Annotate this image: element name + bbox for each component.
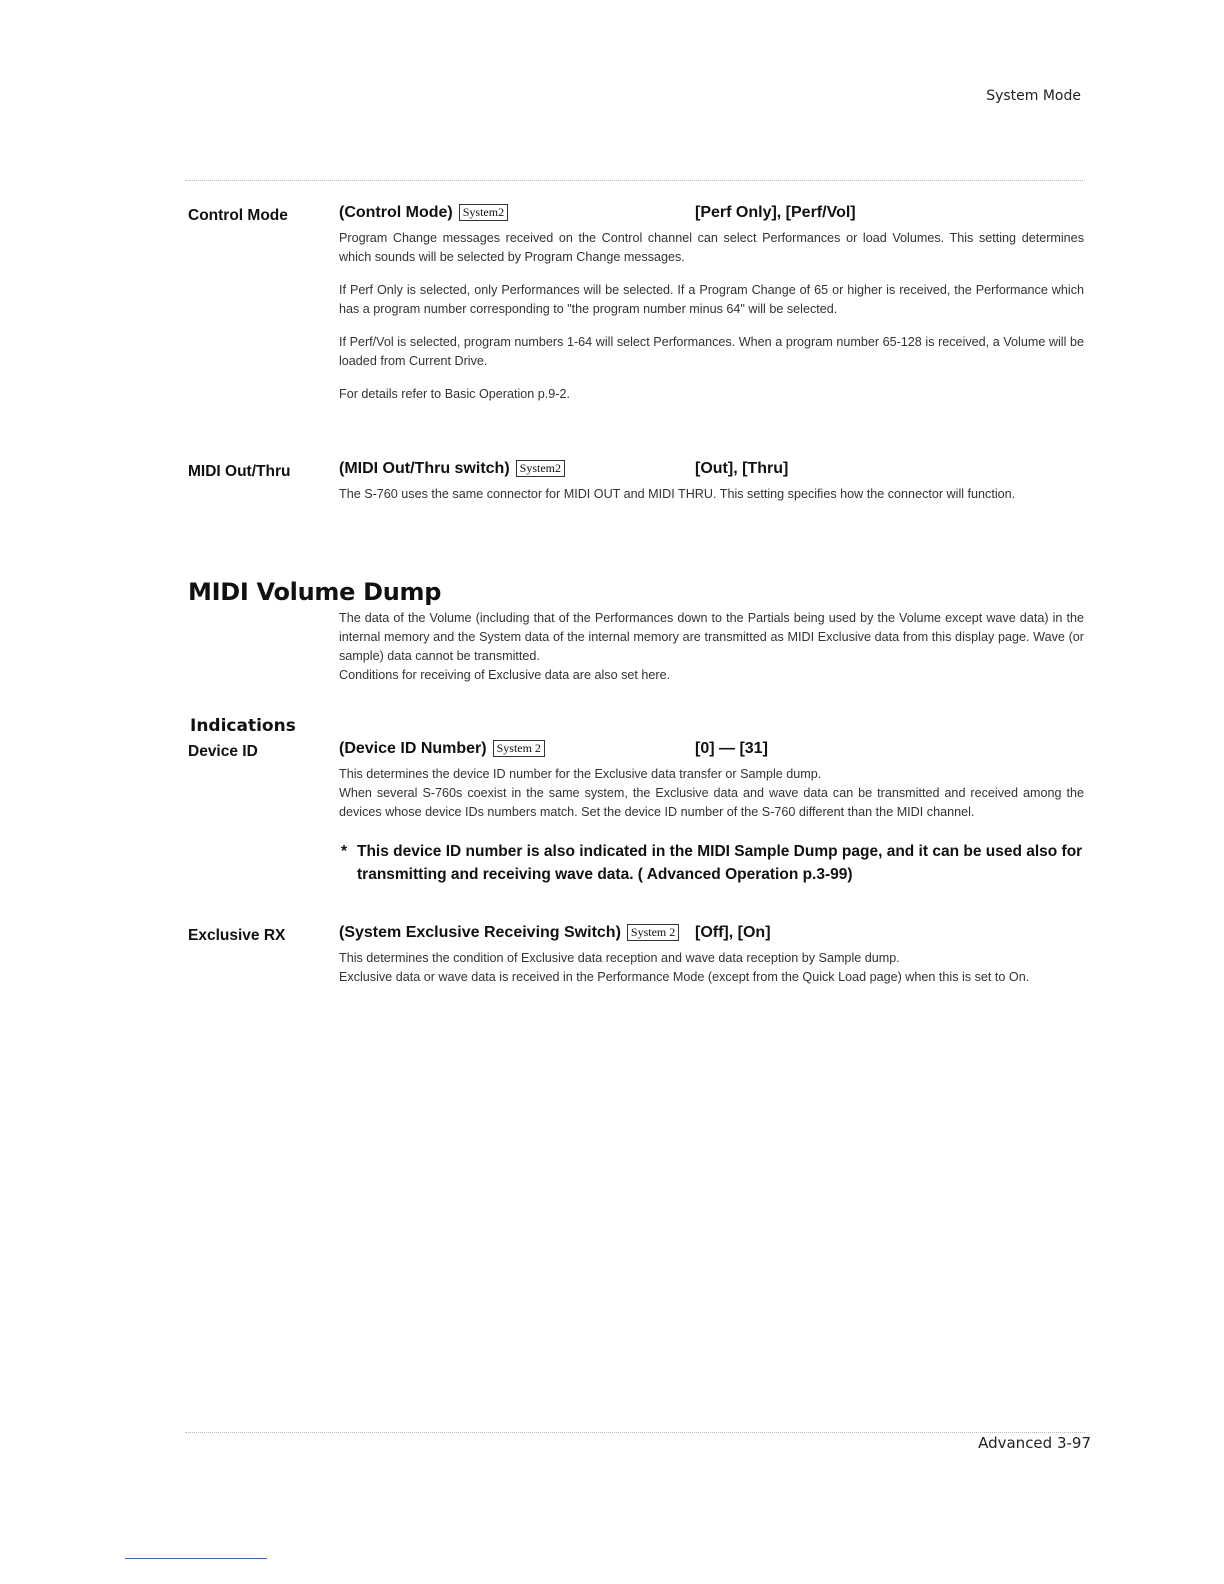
bottom-edge-line <box>125 1558 267 1559</box>
midi-out-thru-label: MIDI Out/Thru <box>188 463 291 480</box>
exclusive-rx-paragraph: This determines the condition of Exclusive data reception and wave data reception by Sample dump. <box>339 951 900 965</box>
control-mode-paragraph: If Perf/Vol is selected, program numbers 1-64 will select Performances. When a program number 65-128 is received, a Volume will be loaded from Current Drive. <box>339 335 1084 368</box>
device-id-values: [0] — [31] <box>695 740 768 757</box>
exclusive-rx-block <box>339 924 1084 987</box>
exclusive-rx-label: Exclusive RX <box>188 927 286 944</box>
midi-out-thru-block <box>339 460 1084 504</box>
device-id-note <box>339 840 1084 886</box>
control-mode-label: Control Mode <box>188 207 288 224</box>
device-id-paragraph: When several S-760s coexist in the same system, the Exclusive data and wave data can be transmitted and received among the devices whose device IDs numbers match. Set the device ID number of the S-760 different than the MIDI channel. <box>339 786 1084 819</box>
footer-rule <box>185 1432 1085 1433</box>
exclusive-rx-values: [Off], [On] <box>695 924 771 941</box>
running-header: System Mode <box>986 88 1081 104</box>
indications-heading: Indications <box>190 716 296 736</box>
control-mode-block <box>339 204 1084 404</box>
device-id-paragraph: This determines the device ID number for the Exclusive data transfer or Sample dump. <box>339 767 822 781</box>
device-id-title: (Device ID Number) <box>339 740 487 757</box>
section-intro-paragraph: Conditions for receiving of Exclusive data are also set here. <box>339 668 671 682</box>
exclusive-rx-heading <box>339 924 1084 946</box>
device-id-label: Device ID <box>188 743 258 760</box>
control-mode-heading <box>339 204 1084 226</box>
midi-out-thru-paragraph: The S-760 uses the same connector for MIDI OUT and MIDI THRU. This setting specifies how the connector will function. <box>339 487 1016 501</box>
note-asterisk: * <box>341 843 348 860</box>
section-intro-paragraph: The data of the Volume (including that of the Performances down to the Partials being used by the Volume except wave data) in the internal memory and the System data of the internal memory are transmitted as MIDI Exclusive data from this display page. Wave (or sample) data cannot be transmitted. <box>339 611 1084 663</box>
midi-out-thru-title: (MIDI Out/Thru switch) <box>339 460 510 477</box>
header-rule <box>185 180 1085 181</box>
device-id-note-text: This device ID number is also indicated in the MIDI Sample Dump page, and it can be used also for transmitting and receiving wave data. ( Advanced Operation p.3-99) <box>357 843 1083 883</box>
control-mode-paragraph: If Perf Only is selected, only Performances will be selected. If a Program Change of 65 or higher is received, the Performance which has a program number corresponding to "the program number minus 64" will be selected. <box>339 283 1084 316</box>
midi-out-thru-heading <box>339 460 1084 482</box>
midi-out-thru-values: [Out], [Thru] <box>695 460 789 477</box>
page-number: Advanced 3-97 <box>978 1434 1091 1452</box>
device-id-block <box>339 740 1084 886</box>
exclusive-rx-system-tag: System 2 <box>627 924 679 941</box>
control-mode-title: (Control Mode) <box>339 204 453 221</box>
control-mode-system-tag: System2 <box>459 204 508 221</box>
section-title: MIDI Volume Dump <box>188 578 442 606</box>
control-mode-values: [Perf Only], [Perf/Vol] <box>695 204 856 221</box>
exclusive-rx-title: (System Exclusive Receiving Switch) <box>339 924 621 941</box>
control-mode-paragraph: For details refer to Basic Operation p.9-2. <box>339 387 570 401</box>
device-id-system-tag: System 2 <box>493 740 545 757</box>
exclusive-rx-paragraph: Exclusive data or wave data is received in the Performance Mode (except from the Quick Load page) when this is set to On. <box>339 970 1030 984</box>
device-id-heading <box>339 740 1084 762</box>
control-mode-paragraph: Program Change messages received on the Control channel can select Performances or load Volumes. This setting determines which sounds will be selected by Program Change messages. <box>339 231 1084 264</box>
midi-out-thru-system-tag: System2 <box>516 460 565 477</box>
section-intro <box>339 609 1084 685</box>
